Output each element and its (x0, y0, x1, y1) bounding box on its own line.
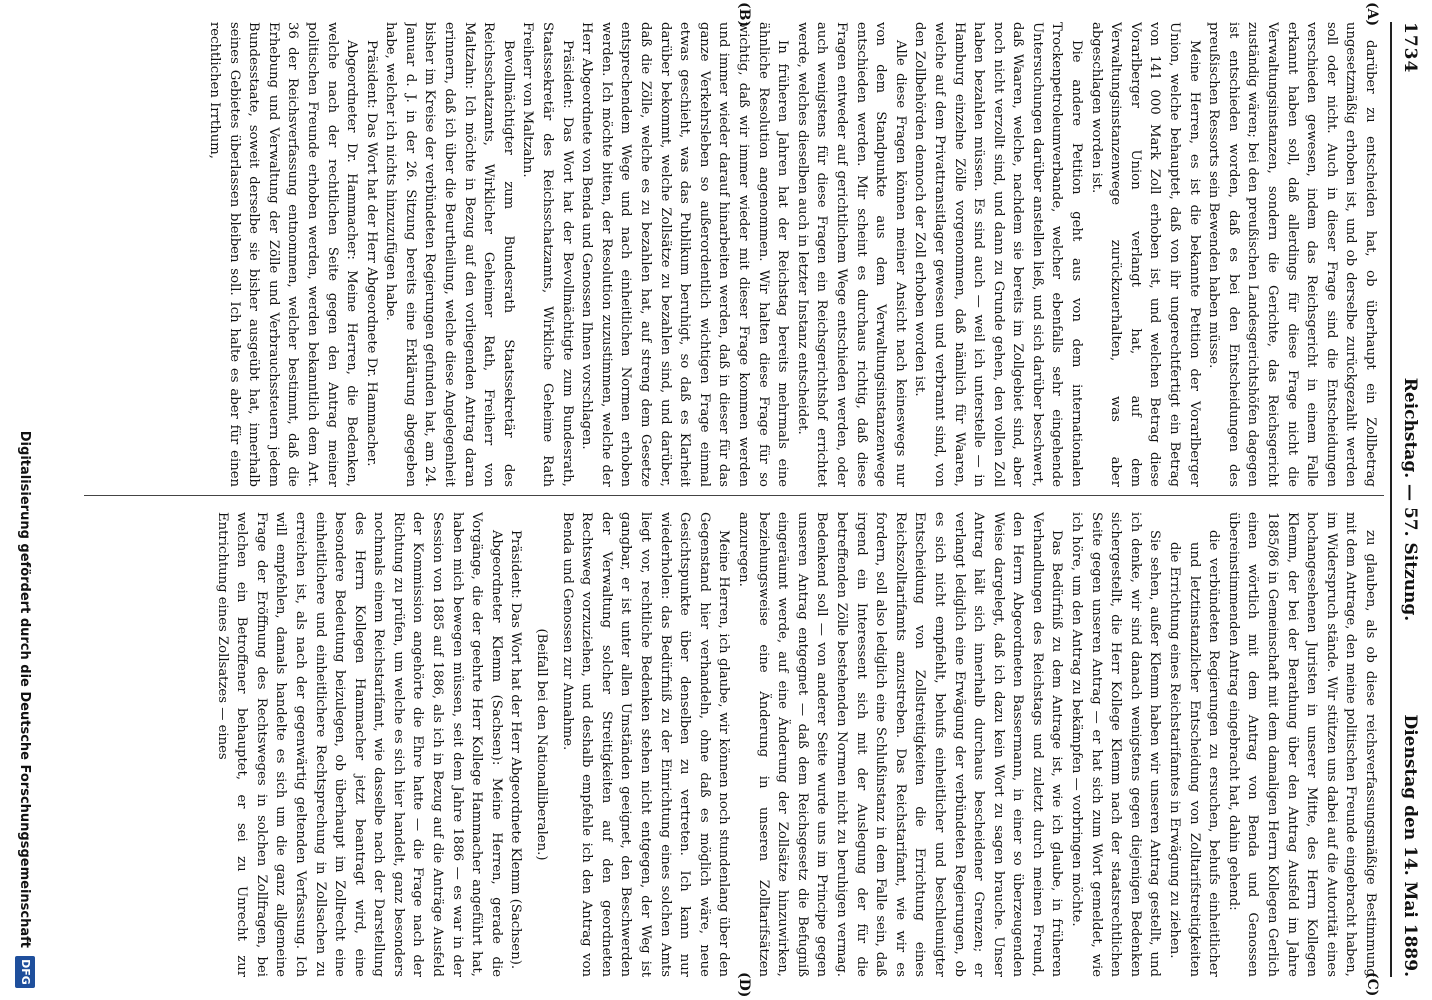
paragraph: Sie sehen, außer Klemm haben wir unseren Antrag gestellt, und ich denke, wir sind danach wenigstens gegen diejenigen Bedenken sichergestellt, die Herr Kollege Klemm nach der staatsrechtlichen Seite gegen unseren Antrag — er hat sich zum Wort gemeldet, wie ich höre, um den Antrag zu bekämpfen — vorbringen möchte. (1069, 512, 1163, 977)
paragraph: Die andere Petition geht aus von dem internationalen Trockenpetroleumverbande, welcher ebenfalls sehr eingehende Untersuchungen darüber anstellen ließ, und sich darüber beschwert, daß Waaren, welche, nachdem sie bereits im Zollgebiet sind, aber noch nicht verzollt sind, und dann zu Grunde gehen, den vollen Zoll haben bezahlen müssen. Es sind auch — weil ich unterstelle — in Hamburg einzelne Zölle vorgenommen, daß nämlich für Waaren, welche auf dem Privattransitlager gewesen und verbrannt sind, von den Zollbehörden dennoch der Zoll erhoben worden ist. (912, 22, 1085, 487)
applause-note: (Beifall bei den Nationalliberalen.) (534, 628, 550, 861)
paragraph: darüber zu entscheiden hat, ob überhaupt ein Zollbetrag ungesetzmäßig erhoben ist, und ob derselbe zurückgezahlt werden soll oder nicht. Auch in dieser Frage sind die Entscheidungen verschieden gewesen, indem das Reichsgericht in einem Falle erkannt haben soll, daß allerdings für diese Frage nicht die Verwaltungsinstanzen, sondern die Gerichte, das Reichsgericht zuständig wären; bei den preußischen Landesgerichtshöfen dagegen ist entschieden worden, daß es bei den Entscheidungen des preußischen Ressorts sein Bewenden haben müsse. (1206, 22, 1378, 487)
paragraph: Meine Herren, ich glaube, wir können noch stundenlang über den Gegenstand hier verhandeln, ohne daß es möglich wäre, neue Gesichtspunkte über denselben zu vertreten. Ich kann nur wiederholen: das Bedürfniß zu der Einrichtung eines solchen Amts liegt vor, rechtliche Bedenken stehen nicht entgegen, der Weg ist gangbar, er ist unter allen Umständen geeignet, den Beschwerden der Verwaltung solcher Streitigkeiten auf den geordneten Rechtsweg vorzuziehen, und deshalb empfehle ich den Antrag von Benda und Genossen zur Annahme. (559, 512, 732, 977)
footer-credit: Digitalisierung gefördert durch die Deutsche Forschungsgemeinschaft (17, 430, 32, 948)
page-number: 1734 (1400, 22, 1420, 74)
paragraph: In früheren Jahren hat der Reichstag bereits mehrmals eine ähnliche Resolution angenommen. Wir halten diese Frage für so wichtig, daß wir immer wieder mit dieser Frage kommen werden und immer wieder darauf hinarbeiten werden, daß in dieser für das ganze Verkehrsleben so außerordentlich wichtigen Frage einmal etwas geschieht, was das Publikum beruhigt, so daß es Klarheit darüber bekommt, welche Zollsätze zu bezahlen sind, und darüber, daß die Zölle, welche es zu bezahlen hat, auf streng dem Gesetze entsprechendem Wege und nach einheitlichen Normen erhoben werden. Ich möchte bitten, der Resolution zuzustimmen, welche der Herr Abgeordnete von Benda und Genossen Ihnen vorschlagen. (579, 22, 791, 487)
speaker-paragraph: Abgeordneter Klemm (Sachsen): Meine Herren, gerade die Vorgänge, die der geehrte Herr Kollege Hammacher angeführt hat, haben mich bewegen müssen, seit dem Jahre 1886 — es war in der Session von 1885 auf 1886, als ich in Bezug auf die Anträge Ausfeld der Kommission angehörte die Ehre hatte — die Frage nach der Richtung zu prüfen, um welche es sich hier handelt, ganz besonders nochmals einem Reichstarifamt, wie dasselbe nach der Darstellung des Herrn Kollegen Hammacher jetzt beantragt wird, eine besondere Bedeutung beizulegen, ob überhaupt im Zollrecht eine einheitlichere und einheitlichere Rechtsprechung in Zollsachen zu erreichen ist, als nach der gegenwärtig geltenden Verfassung. Ich will empfehlen, damals handelte es sich um die ganz allgemeine Frage der Eröffnung des Rechtsweges in solchen Zollfragen, bei welchen ein Betroffener behauptet, er sei zu Unrecht zur Entrichtung eines Zollsatzes — eines (214, 512, 504, 977)
speaker-paragraph: Präsident: Das Wort hat der Herr Abgeordnete Klemm (Sachsen). (508, 530, 524, 970)
right-column (90, 512, 1380, 977)
paragraph: Das Bedürfniß zu dem Antrage ist, wie ich glaube, in früheren Verhandlungen des Reichstags und zuletzt durch meinen Freund, den Herrn Abgeordneten Bassermann, in einer so überzeugenden Weise dargelegt, daß ich dazu kein Wort zu sagen brauche. Unser Antrag hält sich innerhalb durchaus bescheidener Grenzen; er verlangt lediglich eine Erwägung der verbündeten Regierungen, ob es sich nicht empfiehlt, behufs einheitlicher und beschleunigter Entscheidung von Zollstreitigkeiten die Errichtung eines Reichszolltarifamts anzustreben. Das Reichstarifamt, wie wir es fordern, soll also lediglich eine Schlußinstanz in dem Falle sein, daß irgend ein Interessent sich mit der Auslegung der für die betreffenden Zölle bestehenden Normen nicht zu beruhigen vermag. Bedenkend soll — von anderer Seite wurde uns im Principe gegen unseren Antrag entgegnet — daß dem Reichsgesetz die Befugniß eingeräumt werde, auf eine Änderung der Zollsätze hinzuwirken, beziehungsweise eine Änderung in unseren Zolltarifsätzen anzuregen. (736, 512, 1065, 977)
quoted-motion: die verbündeten Regierungen zu ersuchen, behufs einheitlicher und letztinstanzlicher Entscheidung von Zolltarifstreitigkeiten die Errichtung eines Reichstarifamtes in Erwägung zu ziehen. (1167, 530, 1222, 977)
footer (4, 0, 44, 1000)
paragraph: Meine Herren, es ist die bekannte Petition der Vorarlberger Union, welche behauptet, daß von ihr ungerechtfertigt ein Betrag von 141 000 Mark Zoll erhoben ist, und welchen Betrag diese Vorarlberger Union verlangt hat, auf dem Verwaltungsinstanzenwege zurückzuerhalten, was aber abgeschlagen worden ist. (1088, 22, 1202, 487)
speaker-paragraph: Abgeordneter Dr. Hammacher: Meine Herren, die Bedenken, welche nach der rechtlichen Seite gegen den Antrag meiner politischen Freunde erhoben werden, werden bekanntlich dem Art. 36 der Reichsverfassung entnommen, welcher bestimmt, daß die Erhebung und Verwaltung der Zölle und Verbrauchssteuern jedem Bundesstaate, soweit derselbe sie bisher ausgeübt hat, innerhalb seines Gebietes überlassen bleiben soll. Ich halte es aber für einen rechtlichen Irrthum, (206, 22, 360, 487)
margin-mark-b: (B) (736, 2, 752, 28)
column-divider (84, 495, 1384, 496)
page-title: Reichstag. — 57. Sitzung. (1400, 377, 1420, 622)
session-date: Dienstag den 14. Mai 1889. (1400, 714, 1420, 977)
left-column (90, 22, 1380, 487)
speaker-paragraph: Präsident: Das Wort hat der Bevollmächtigte zum Bundesrath, Staatssekretär des Reichsschatzamts, Wirkliche Geheime Rath Freiherr von Maltzahn. (520, 22, 575, 487)
paragraph: Alle diese Fragen können meiner Ansicht nach keineswegs nur von dem Standpunkte aus dem Verwaltungsinstanzenwege entschieden werden. Mir scheint es durchaus richtig, daß diese Fragen entweder auf gerichtlichem Wege entschieden werden, oder auch wenigstens für diese Fragen ein Reichsgerichtshof errichtet werde, welches dieselben auch in letzter Instanz entscheidet. (794, 22, 908, 487)
speaker-paragraph: Bevollmächtigter zum Bundesrath Staatssekretär des Reichsschatzamts, Wirklicher Geheimer Rath, Freiherr von Maltzahn: Ich möchte in Bezug auf den vorliegenden Antrag daran erinnern, daß ich über die Beurtheilung, welche diese Angelegenheit bisher im Kreise der verbündeten Regierungen gefunden hat, am 24. Januar d. J. in der 26. Sitzung bereits eine Erklärung abgegeben habe, welcher ich nichts hinzuzufügen habe. (383, 22, 516, 487)
page-header (1394, 22, 1424, 977)
paragraph: zu glauben, als ob diese reichsverfassungsmäßige Bestimmung mit dem Antrage, den meine politischen Freunde eingebracht haben, im Widerspruch stände. Wir stützen uns dabei auf die Autorität eines hochangesehenen Juristen in unserer Mitte, des Herrn Kollegen Klemm, der bei der Berathung über den Antrag Ausfeld im Jahre 1885/86 in Gemeinschaft mit dem damaligen Herrn Kollegen Gerlich einen wörtlich mit dem Antrag von Benda und Genossen übereinstimmenden Antrag eingebracht hat, dahin gehend: (1225, 512, 1378, 977)
margin-mark-d: (D) (736, 972, 752, 998)
speaker-paragraph: Präsident: Das Wort hat der Herr Abgeordnete Dr. Hammacher. (363, 40, 379, 467)
margin-mark-a: (A) (1364, 2, 1380, 27)
dfg-logo: DFG (15, 956, 35, 988)
header-rule (1390, 22, 1392, 977)
margin-mark-c: (C) (1364, 972, 1380, 997)
